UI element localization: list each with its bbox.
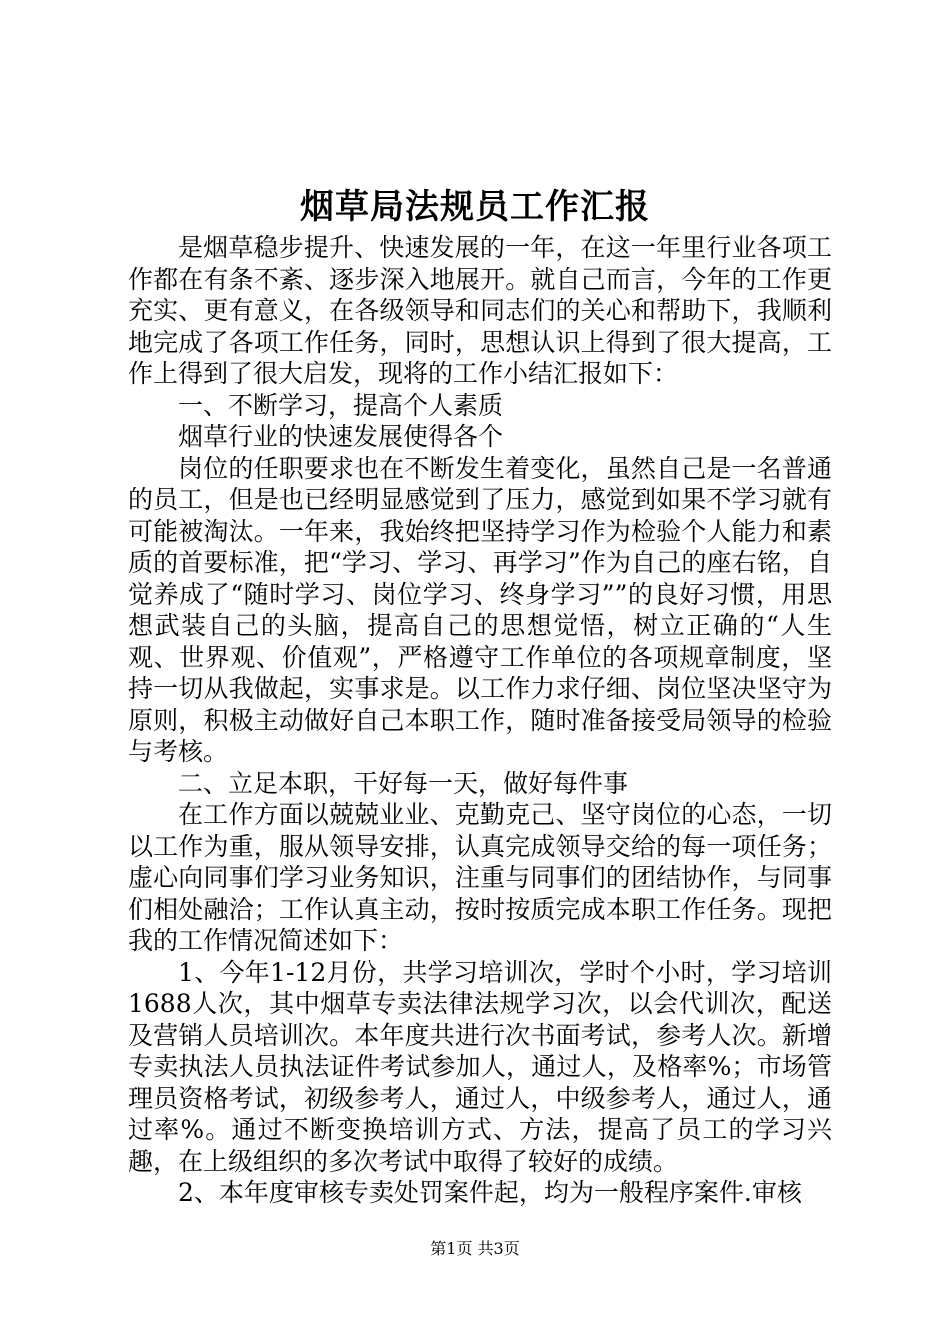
list-item: 2、本年度审核专卖处罚案件起，均为一般程序案件.审核 <box>178 1178 802 1207</box>
intro-paragraph: 是烟草稳步提升、快速发展的一年，在这一年里行业各项工作都在有条不紊、逐步深入地展开。就自己而言，今年的工作更充实、更有意义，在各级领导和同志们的关心和帮助下，我顺利地完成了各项工作任务，同时，思想认识上得到了很大提高，工作上得到了很大启发，现将的工作小结汇报如下： <box>128 233 832 388</box>
page-footer: 第1页 共3页 <box>430 1239 520 1258</box>
section-heading-2: 二、立足本职，干好每一天，做好每件事 <box>178 768 629 798</box>
list-item: 1、今年1-12月份，共学习培训次，学时个小时，学习培训1688人次，其中烟草专卖法律法规学习次，以会代训次，配送及营销人员培训次。本年度共进行次书面考试，参考人次。新增专卖执法人员执法证件考试参加人，通过人，及格率%；市场管理员资格考试，初级参考人，通过人，中级参考人，通过人，通过率%。通过不断变换培训方式、方法，提高了员工的学习兴趣，在上级组织的多次考试中取得了较好的成绩。 <box>128 957 832 1176</box>
document-title: 烟草局法规员工作汇报 <box>300 187 650 227</box>
document-body <box>128 232 832 1209</box>
paragraph: 岗位的任职要求也在不断发生着变化，虽然自己是一名普通的员工，但是也已经明显感觉到了压力，感觉到如果不学习就有可能被淘汰。一年来，我始终把坚持学习作为检验个人能力和素质的首要标准，把“学习、学习、再学习”作为自己的座右铭，自觉养成了“随时学习、岗位学习、终身学习””的良好习惯，用思想武装自己的头脑，提高自己的思想觉悟，树立正确的“人生观、世界观、价值观”，严格遵守工作单位的各项规章制度，坚持一切从我做起，实事求是。以工作力求仔细、岗位坚决坚守为原则，积极主动做好自己本职工作，随时准备接受局领导的检验与考核。 <box>128 453 832 766</box>
section-heading-1: 一、不断学习，提高个人素质 <box>178 390 504 420</box>
paragraph: 在工作方面以兢兢业业、克勤克己、坚守岗位的心态，一切以工作为重，服从领导安排，认真完成领导交给的每一项任务；虚心向同事们学习业务知识，注重与同事们的团结协作，与同事们相处融洽；工作认真主动，按时按质完成本职工作任务。现把我的工作情况简述如下： <box>128 800 832 955</box>
paragraph: 烟草行业的快速发展使得各个 <box>178 422 504 451</box>
